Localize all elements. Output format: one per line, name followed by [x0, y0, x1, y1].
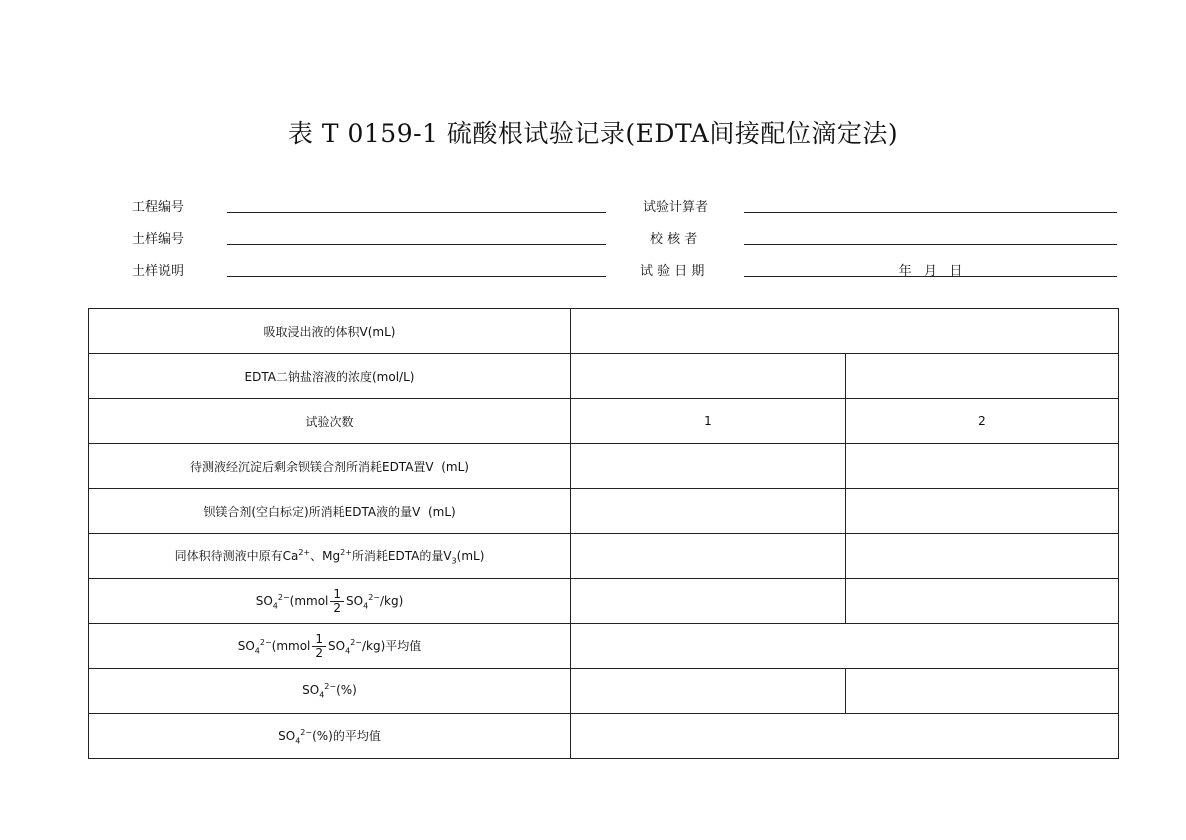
table-row — [89, 714, 1119, 759]
date-field[interactable] — [744, 276, 1117, 277]
table-row — [89, 624, 1119, 669]
value-cell[interactable] — [571, 444, 846, 489]
value-cell[interactable] — [846, 579, 1119, 624]
row-label: 待测液经沉淀后剩余钡镁合剂所消耗EDTA置V (mL) — [89, 444, 571, 489]
fraction-one-half: $\frac{1}{2}$ — [330, 588, 344, 615]
row-label: 钡镁合剂(空白标定)所消耗EDTA液的量V (mL) — [89, 489, 571, 534]
row-label: 吸取浸出液的体积V(mL) — [89, 309, 571, 354]
row-label: $SO_4^{2-}(\%)$ — [89, 669, 571, 714]
value-cell[interactable] — [571, 489, 846, 534]
row-label: 同体积待测液中原有$Ca^{2+}$、$Mg^{2+}$所消耗EDTA的量$V_3(mL)$ — [89, 534, 571, 579]
value-cell[interactable] — [846, 534, 1119, 579]
table-row — [89, 309, 1119, 354]
table-row — [89, 579, 1119, 624]
value-cell[interactable] — [571, 624, 1119, 669]
value-cell[interactable] — [571, 714, 1119, 759]
row-label: EDTA二钠盐溶液的浓度(mol/L) — [89, 354, 571, 399]
calculator-label: 试验计算者 — [643, 200, 709, 215]
page-title: 表 T 0159-1 硫酸根试验记录(EDTA间接配位滴定法) — [287, 119, 899, 148]
row-label: 试验次数 — [89, 399, 571, 444]
value-cell[interactable] — [846, 669, 1119, 714]
value-cell[interactable] — [571, 534, 846, 579]
value-cell[interactable] — [571, 669, 846, 714]
table-row — [89, 669, 1119, 714]
value-cell[interactable] — [571, 354, 846, 399]
row-label: $SO_4^{2-}(mmol$ $\frac{1}{2}$ $SO_4^{2-}/kg$) — [89, 579, 571, 624]
sample-no-field[interactable] — [227, 244, 606, 245]
project-no-field[interactable] — [227, 212, 606, 213]
checker-label: 校 核 者 — [650, 232, 698, 247]
table-row — [89, 489, 1119, 534]
checker-field[interactable] — [744, 244, 1117, 245]
table-row — [89, 399, 1119, 444]
sample-no-label: 土样编号 — [132, 232, 185, 247]
value-cell[interactable] — [571, 309, 1119, 354]
table-row — [89, 354, 1119, 399]
calculator-field[interactable] — [744, 212, 1117, 213]
value-cell[interactable] — [846, 354, 1119, 399]
trial-number-1: 1 — [571, 399, 846, 444]
table-row — [89, 444, 1119, 489]
row-label: $SO_4^{2-}(mmol$ $\frac{1}{2}$ $SO_4^{2-}/kg$)平均值 — [89, 624, 571, 669]
value-cell[interactable] — [571, 579, 846, 624]
date-value: 年 月 日 — [898, 264, 963, 279]
project-no-label: 工程编号 — [132, 200, 185, 215]
sample-desc-field[interactable] — [227, 276, 606, 277]
date-label: 试 验 日 期 — [640, 264, 705, 279]
record-table — [88, 308, 1119, 759]
fraction-one-half: $\frac{1}{2}$ — [312, 633, 326, 660]
trial-number-2: 2 — [846, 399, 1119, 444]
row-label: $SO_4^{2-}(\%)$的平均值 — [89, 714, 571, 759]
value-cell[interactable] — [846, 489, 1119, 534]
table-row — [89, 534, 1119, 579]
value-cell[interactable] — [846, 444, 1119, 489]
sample-desc-label: 土样说明 — [132, 264, 185, 279]
